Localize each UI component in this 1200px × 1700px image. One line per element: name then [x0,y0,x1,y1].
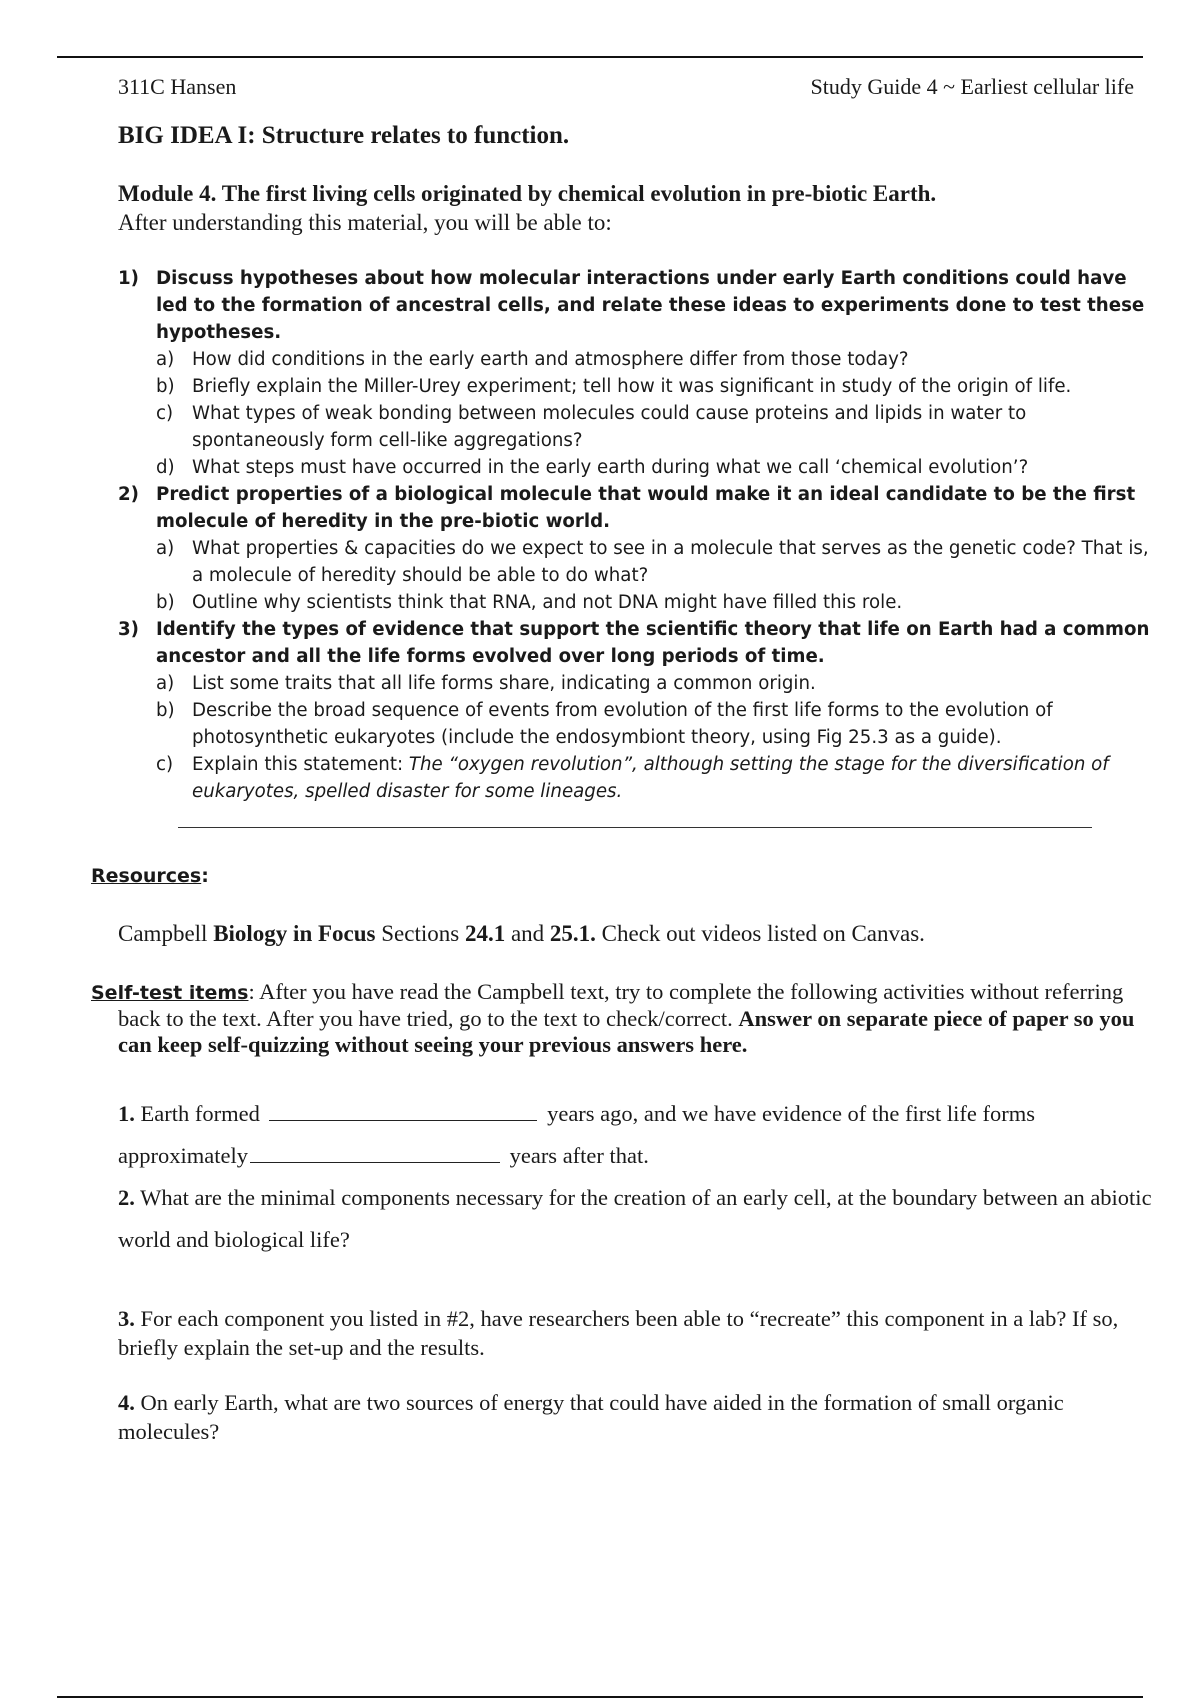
resources-heading: Resources: [91,865,209,887]
sub-question-text: What steps must have occurred in the early earth during what we call ‘chemical evolution’? [192,457,1029,478]
objective-number: 3) [118,619,139,640]
guide-title-header: Study Guide 4 ~ Earliest cellular life [810,74,1134,99]
sub-letter: b) [156,700,175,721]
big-idea-heading: BIG IDEA I: Structure relates to function. [118,122,570,149]
learning-objectives [118,265,1158,805]
question-2: 2. What are the minimal components necessary for the creation of an early cell, at the boundary between an abiotic world and biological life? [118,1185,1152,1252]
objective-text: Discuss hypotheses about how molecular interactions under early Earth conditions could have led to the formation of ancestral cells, and relate these ideas to experiments done to test these hypotheses. [156,268,1145,343]
module-title: Module 4. The first living cells originated by chemical evolution in pre-biotic Earth. [118,181,937,206]
self-test-heading: Self-test items [91,982,249,1004]
bottom-rule [57,1696,1143,1698]
sub-question [156,535,1158,589]
sub-question [156,697,1158,751]
sub-question [156,670,1158,697]
sub-question [156,400,1158,454]
course-header: 311C Hansen [118,74,237,99]
sub-question-text: Describe the broad sequence of events from evolution of the first life forms to the evolution of photosynthetic eukaryotes (include the endosymbiont theory, using Fig 25.3 as a guide). [192,700,1053,748]
sub-letter: a) [156,673,175,694]
answer-blank[interactable] [250,1144,500,1163]
sub-question-text: How did conditions in the early earth and atmosphere differ from those today? [192,349,909,370]
module-subtitle: After understanding this material, you will be able to: [118,210,612,235]
sub-question-text: Outline why scientists think that RNA, and not DNA might have filled this role. [192,592,903,613]
sub-question [156,346,1158,373]
sub-letter: a) [156,538,175,559]
question-3: 3. For each component you listed in #2, have researchers been able to “recreate” this component in a lab? If so, briefly explain the set-up and the results. [118,1306,1119,1360]
answer-blank[interactable] [269,1102,537,1121]
sub-letter: b) [156,376,175,397]
objective-text: Predict properties of a biological molecule that would make it an ideal candidate to be the first molecule of heredity in the pre-biotic world. [156,484,1136,532]
italic-statement: The “oxygen revolution”, although setting the stage for the diversification of eukaryotes, spelled disaster for some lineages. [192,754,1109,802]
objective-item [118,616,1158,805]
section-divider [178,827,1092,828]
resources-text: Campbell Biology in Focus Sections 24.1 and 25.1. Check out videos listed on Canvas. [118,921,925,946]
top-rule [57,56,1143,58]
self-test-intro: Self-test items: After you have read the Campbell text, try to complete the following activities without referring back to the text. After you have tried, go to the text to check/correct. Answer on separate piece of paper so you can keep self-quizzing without seeing your previous answers here. [91,979,1135,1057]
sub-letter: b) [156,592,175,613]
textbook-title: Biology in Focus [213,921,376,946]
sub-question-text: Briefly explain the Miller-Urey experiment; tell how it was significant in study of the origin of life. [192,376,1072,397]
objective-text: Identify the types of evidence that support the scientific theory that life on Earth had a common ancestor and all the life forms evolved over long periods of time. [156,619,1150,667]
sub-question-lead: Explain this statement: [192,754,409,775]
sub-letter: c) [156,403,174,424]
objective-number: 1) [118,268,139,289]
sub-question [156,373,1158,400]
sub-question-text: What properties & capacities do we expect to see in a molecule that serves as the genetic code? That is, a molecule of heredity should be able to do what? [192,538,1149,586]
self-test-instruction: Answer on separate piece of paper so you can keep self-quizzing without seeing your previous answers here. [118,1006,1135,1057]
sub-question [156,454,1158,481]
question-4: 4. On early Earth, what are two sources of energy that could have aided in the formation of small organic molecules? [118,1390,1064,1444]
sub-letter: a) [156,349,175,370]
sub-letter: c) [156,754,174,775]
objective-number: 2) [118,484,139,505]
sub-question-text: List some traits that all life forms share, indicating a common origin. [192,673,816,694]
sub-letter: d) [156,457,175,478]
objective-item [118,481,1158,616]
objective-item [118,265,1158,481]
sub-question [156,589,1158,616]
sub-question-text: What types of weak bonding between molecules could cause proteins and lipids in water to spontaneously form cell-like aggregations? [192,403,1027,451]
question-1: 1. Earth formed years ago, and we have evidence of the first life forms approximately years after that. [118,1101,1036,1168]
sub-question [156,751,1158,805]
